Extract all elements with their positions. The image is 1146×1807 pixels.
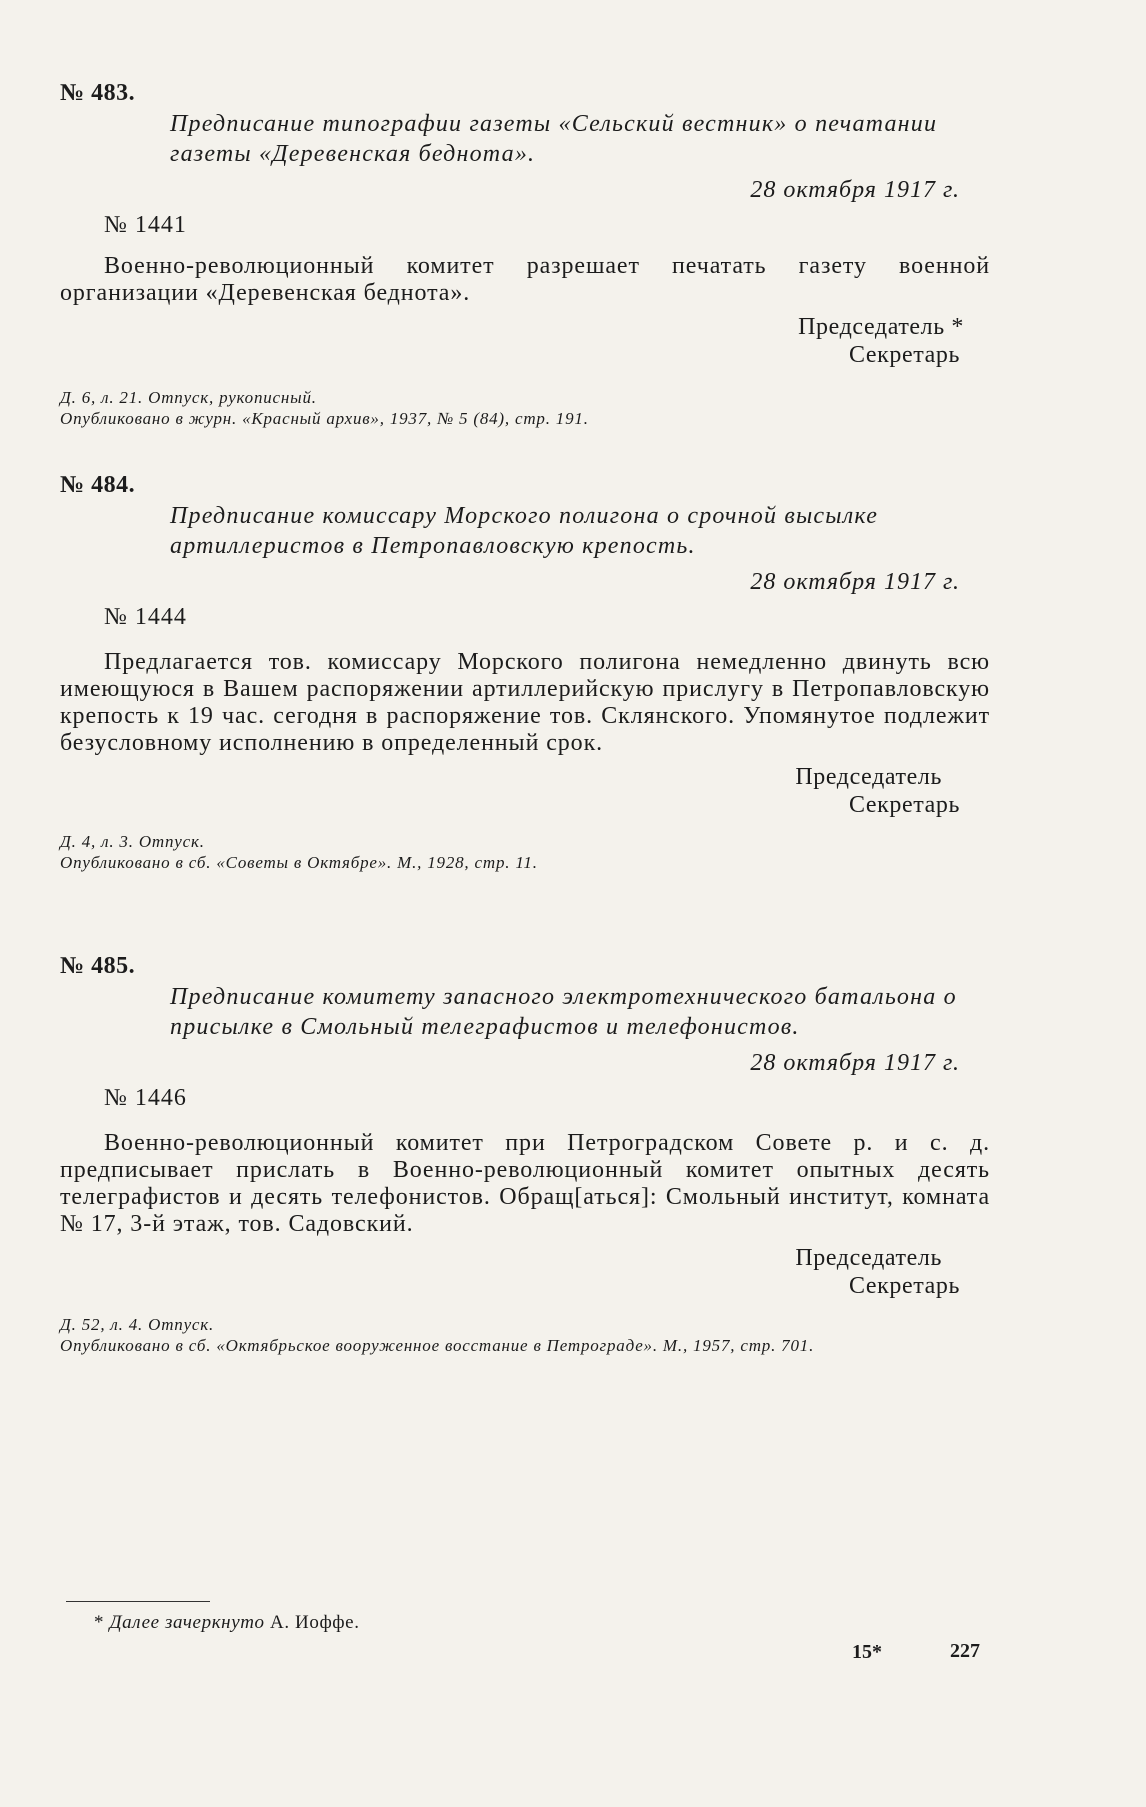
footnote-divider [66,1601,210,1602]
document-485 [60,953,990,1356]
document-number: № 483. [60,80,136,106]
document-number: № 485. [60,953,136,979]
archive-line-2: Опубликовано в сб. «Советы в Октябре». М., 1928, стр. 11. [60,853,538,872]
document-title: Предписание комиссару Морского полигона о срочной высылке артиллеристов в Петропавловскую крепость. [170,503,879,559]
archive-reference [60,1314,990,1356]
signature-secretary: Секретарь [848,342,960,368]
signature-chairman: Председатель * [798,314,964,340]
document-date: 28 октября 1917 г. [750,1050,960,1076]
signature-secretary: Секретарь [848,792,960,818]
archive-line-2: Опубликовано в журн. «Красный архив», 1937, № 5 (84), стр. 191. [60,409,589,428]
document-483 [60,80,990,429]
archive-line-1: Д. 52, л. 4. Отпуск. [60,1315,215,1334]
footnote [94,1612,360,1634]
document-date: 28 октября 1917 г. [750,569,960,595]
document-body: Военно-революционный комитет при Петроградском Совете р. и с. д. предписывает прислать в Военно-революционный комитет опытных десять телеграфистов и десять телефонистов. Обращ[аться]: Смольный институт, комната № 17, 3-й этаж, тов. Садовский. [60,1130,990,1237]
document-484 [60,472,990,873]
archive-reference [60,831,990,873]
document-reg-number: № 1444 [104,604,187,630]
document-body: Военно-революционный комитет разрешает печатать газету военной организации «Деревенская беднота». [60,253,990,306]
signature-secretary: Секретарь [848,1273,960,1299]
footnote-plain-text: А. Иоффе. [270,1612,360,1633]
document-body: Предлагается тов. комиссару Морского полигона немедленно двинуть всю имеющуюся в Вашем распоряжении артиллерийскую прислугу в Петропавловскую крепость к 19 час. сегодня в распоряжение тов. Склянского. Упомянутое подлежит безусловному исполнению в определенный срок. [60,649,990,756]
document-title: Предписание комитету запасного электротехнического батальона о присылке в Смольный телеграфистов и телефонистов. [170,984,957,1040]
document-date: 28 октября 1917 г. [750,177,960,203]
archive-line-1: Д. 6, л. 21. Отпуск, рукописный. [60,388,317,407]
archive-line-2: Опубликовано в сб. «Октябрьское вооруженное восстание в Петрограде». М., 1957, стр. 701. [60,1336,815,1355]
document-reg-number: № 1441 [104,212,187,238]
footnote-marker: * [94,1612,105,1633]
footnote-italic-text: Далее зачеркнуто [109,1612,265,1633]
document-title: Предписание типографии газеты «Сельский вестник» о печатании газеты «Деревенская беднота». [170,111,938,167]
signature-chairman: Председатель [795,1245,942,1271]
printer-signature-mark: 15* [852,1641,882,1663]
archive-line-1: Д. 4, л. 3. Отпуск. [60,832,205,851]
page-number: 227 [950,1640,980,1662]
signature-chairman: Председатель [795,764,942,790]
document-reg-number: № 1446 [104,1085,187,1111]
document-number: № 484. [60,472,136,498]
archive-reference [60,387,990,429]
